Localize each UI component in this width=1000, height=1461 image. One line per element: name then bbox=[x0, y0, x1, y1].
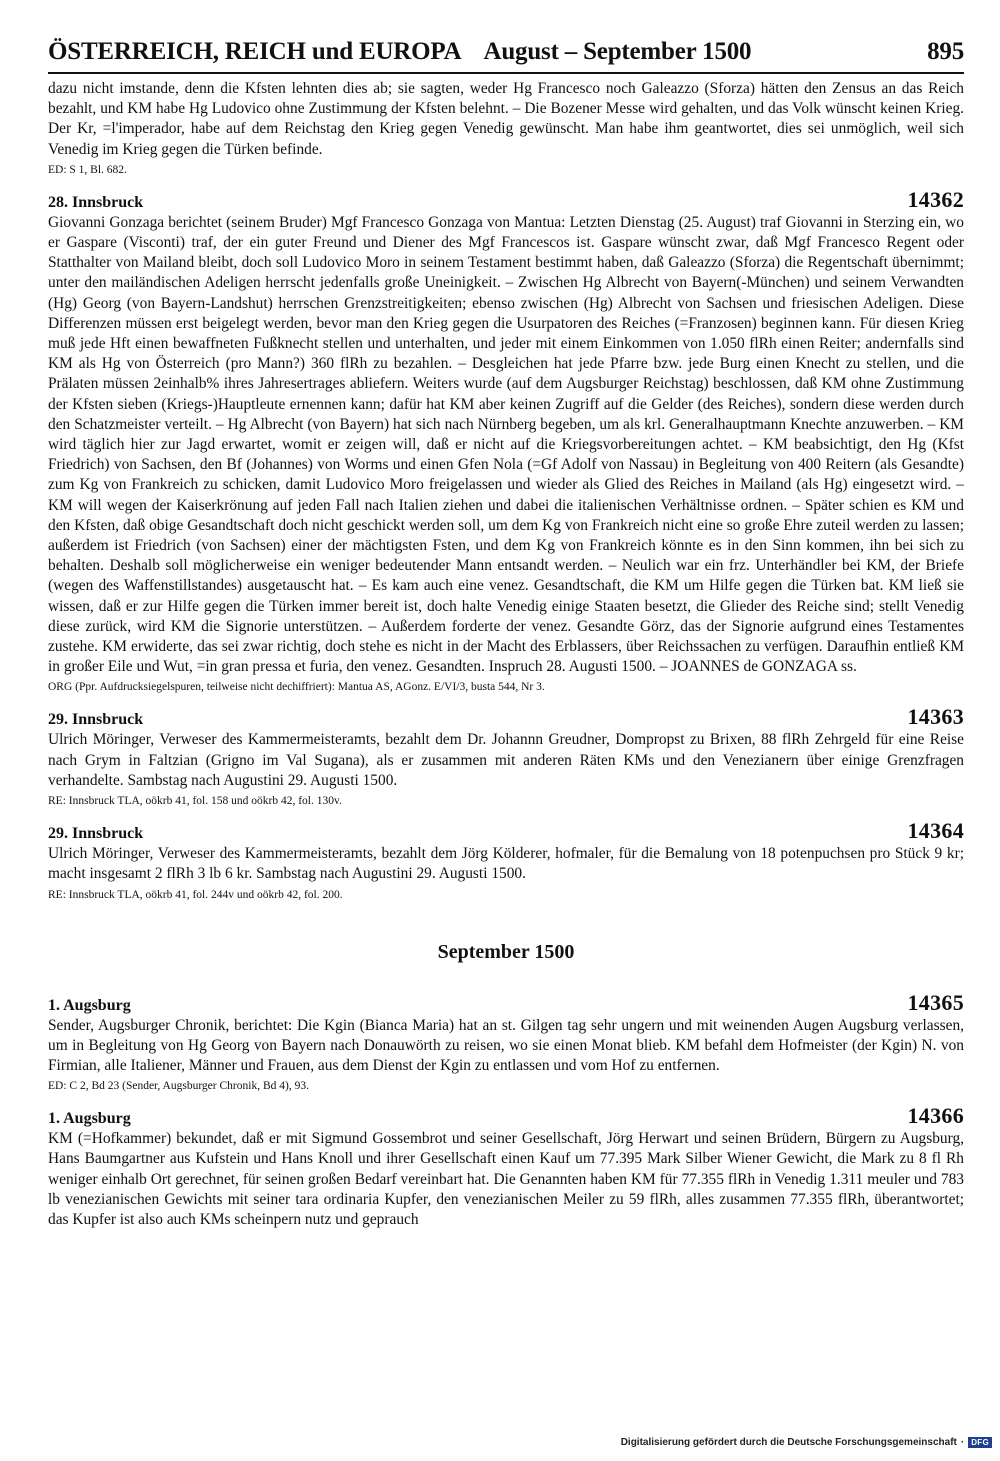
entry-text: Ulrich Möringer, Verweser des Kammermeisteramts, bezahlt dem Dr. Johannn Greudner, Dompropst zu Brixen, 88 flRh Zehrgeld für eine Reise nach Grym in Faltzian (Grigno im Val Sugana), als er zusammen mit anderen Räten KMs und den Venezianern über einige Grenzfragen verhandelte. Sambstag nach Augustini 29. Augusti 1500. bbox=[48, 731, 964, 789]
entry-place-date: 28. Innsbruck bbox=[48, 193, 144, 211]
entry-text: Sender, Augsburger Chronik, berichtet: Die Kgin (Bianca Maria) hat an st. Gilgen tag sehr ungern und mit weinenden Augen Augsburg verlassen, um in Begleitung von Hg Georg von Bayern nach Donauwörth zu reisen, wo sie einen Monat blieb. KM befahl dem Hofmeister (der Kgin) N. von Firmian, alle Italiener, Männer und Frauen, aus dem Dienst der Kgin zu entlassen und vom Hof zu entfernen. bbox=[48, 1016, 964, 1074]
entries-august bbox=[48, 187, 964, 903]
funding-footer bbox=[621, 1437, 992, 1448]
entry bbox=[48, 818, 964, 902]
entry bbox=[48, 990, 964, 1095]
entry-head bbox=[48, 818, 964, 844]
document-page bbox=[48, 38, 964, 1230]
header-title: ÖSTERREICH, REICH und EUROPA bbox=[48, 38, 462, 65]
entry-place-date: 29. Innsbruck bbox=[48, 825, 144, 843]
footer-dot: · bbox=[960, 1437, 965, 1448]
entry bbox=[48, 1103, 964, 1230]
entry-place-date: 29. Innsbruck bbox=[48, 711, 144, 729]
entry-place-date: 1. Augsburg bbox=[48, 996, 131, 1014]
entry-place-date: 1. Augsburg bbox=[48, 1110, 131, 1128]
entry-head bbox=[48, 990, 964, 1016]
entry bbox=[48, 187, 964, 696]
entry-head bbox=[48, 187, 964, 213]
intro-paragraph: dazu nicht imstande, denn die Kfsten lehnten dies ab; sie sagten, weder Hg Francesco noch Galeazzo (Sforza) hätten den Zensus an das Reich bezahlt, und KM habe Hg Ludovico ohne Zustimmung der Kfsten belehnt. – Die Bozener Messe wird gehalten, und das Volk wünscht keinen Krieg. Der Kr, =l'imperador, habe auf dem Reichstag den Krieg gegen Venedig gewünscht. Man habe ihm geantwortet, dies sei unmöglich, weil sich Venedig im Krieg gegen die Türken befinde. bbox=[48, 80, 964, 158]
running-header bbox=[48, 38, 964, 66]
entry-source: RE: Innsbruck TLA, oökrb 41, fol. 158 und oökrb 42, fol. 130v. bbox=[48, 795, 342, 808]
footer-text: Digitalisierung gefördert durch die Deutsche Forschungsgemeinschaft bbox=[620, 1437, 957, 1448]
entry-source: RE: Innsbruck TLA, oökrb 41, fol. 244v und oökrb 42, fol. 200. bbox=[48, 888, 343, 901]
entry-head bbox=[48, 704, 964, 730]
entry-number: 14363 bbox=[907, 704, 964, 730]
entry bbox=[48, 704, 964, 809]
entry-head bbox=[48, 1103, 964, 1129]
entry-source: ED: C 2, Bd 23 (Sender, Augsburger Chronik, Bd 4), 93. bbox=[48, 1080, 309, 1093]
entry-number: 14362 bbox=[907, 186, 964, 212]
entry-number: 14365 bbox=[907, 989, 964, 1015]
intro-source: ED: S 1, Bl. 682. bbox=[48, 163, 127, 176]
entry-text: Ulrich Möringer, Verweser des Kammermeisteramts, bezahlt dem Jörg Kölderer, hofmaler, für die Bemalung von 18 potenpuchsen pro Stück 9 kr; macht insgesamt 2 flRh 3 lb 6 kr. Sambstag nach Augustini 29. Augusti 1500. bbox=[48, 845, 964, 883]
entry-number: 14366 bbox=[907, 1103, 964, 1129]
entries-september bbox=[48, 990, 964, 1231]
entry-text: KM (=Hofkammer) bekundet, daß er mit Sigmund Gossembrot und seiner Gesellschaft, Jörg Herwart und seinen Brüdern, Bürgern zu Augsburg, Hans Baumgartner aus Kufstein und Hans Knoll und ihrer Gesellschaft einen Kauf um 77.395 Mark Silber Wiener Gewicht, die Mark zu 8 fl Rh weniger einhalb Ort gerechnet, für seinen großen Bedarf vereinbart hat. Die Genannten haben KM für 77.355 flRh in Venedig 1.311 meuler und 783 lb venezianischen Gewichts mit seiner tara ordinaria Kupfer, den venezianischen Meiler zu 59 flRh, alles zusammen 77.355 flRh, überantwortet; das Kupfer ist also auch KMs scheinpern nutz und geprauch bbox=[48, 1130, 964, 1228]
entry-text: Giovanni Gonzaga berichtet (seinem Bruder) Mgf Francesco Gonzaga von Mantua: Letzten Dienstag (25. August) traf Giovanni in Sterzing ein, wo er Gaspare (Visconti) traf, der ein guter Freund und Diener des Mgf Francescos ist. Gaspare wünscht zwar, daß Mgf Francesco Regent oder Statthalter von Mailand bleibt, doch soll Ludovico Moro in seinem Testament bestimmt haben, daß Galeazzo (Sforza) die Regentschaft übernimmt; unter den mailändischen Adeligen herrscht jedenfalls große Uneinigkeit. – Zwischen Hg Albrecht von Bayern(-München) und seinem Verwandten (Hg) Georg (von Bayern-Landshut) herrschen Grenzstreitigkeiten; ebenso zwischen (Hg) Albrecht von Sachsen und friesischen Adeligen. Diese Differenzen müssen erst beigelegt werden, bevor man den Krieg gegen die Usurpatoren des Reiches (=Franzosen) beginnen kann. Für diesen Krieg muß jede Hft einen bewaffneten Fußknecht stellen und unterhalten, und jeder mit einem Einkommen von 1.050 flRh einen Reiter; andernfalls sind KM als Hg von Österreich (pro Mann?) 360 flRh zu bezahlen. – Desgleichen hat jede Pfarre bzw. jede Burg einen Knecht zu stellen, und die Prälaten müssen 2einhalb% ihres Jahresertrages abliefern. Weiters wurde (auf dem Augsburger Reichstag) beschlossen, daß KM ohne Zustimmung der Kfsten sieben (Kriegs-)Hauptleute ernennen kann; dafür hat KM aber keinen Zugriff auf die Gelder (des Reiches), sondern diese werden durch den Schatzmeister verteilt. – Hg Albrecht (von Bayern) hat sich nach Nürnberg begeben, um als krl. Generalhauptmann Knechte anzuwerben. – KM wird täglich hier zur Jagd erwartet, womit er zeigen will, daß er nicht auf die Kriegsvorbereitungen achtet. – KM beabsichtigt, den Hg (Kfst Friedrich) von Sachsen, den Bf (Johannes) von Worms und einen Gfen Nola (=Gf Adolf von Nassau) in Begleitung von 400 Reitern (als Gesandte) zum Kg von Frankreich zu schicken, damit Ludovico Moro freigelassen und wieder als Glied des Reiches in Mailand (als Hg) eingesetzt wird. – KM will wegen der Kaiserkrönung auf jeden Fall nach Italien ziehen und dabei die italienischen Verhältnisse ordnen. – Später schien es KM und den Kfsten, daß obige Gesandtschaft doch nicht geschickt werden soll, um dem Kg von Frankreich nicht eine so große Ehre zuteil werden zu lassen; außerdem ist Friedrich (von Sachsen) einer der mächtigsten Fsten, und dem Kg von Frankreich könnte es in den Sinn kommen, ihn bei sich zu behalten. Deshalb soll möglicherweise ein weniger bedeutender Mann entsandt werden. – Neulich war ein frz. Unterhändler bei KM, der Briefe (wegen des Waffenstillstandes) ausgetauscht hat. – Es kam auch eine venez. Gesandtschaft, die KM um Hilfe gegen die Türken bat. KM ließ sie wissen, daß er zur Hilfe gegen die Türken immer bereit ist, doch halte Venedig einige Staaten besetzt, die Glieder des Reiche sind; stellt Venedig diese zurück, wird KM die Signorie unterstützen. – Außerdem forderte der venez. Gesandte Görz, das der Signorie aufgrund eines Testamentes zustehe. KM erwiderte, das sei zwar richtig, doch stehe es nicht in der Macht des Erblassers, über Reichssachen zu verfügen. Daraufhin entließ KM in großer Eile und Wut, =in gran pressa et furia, den venez. Gesandten. Inspruch 28. Augusti 1500. – JOANNES de GONZAGA ss. bbox=[48, 213, 964, 676]
dfg-logo: DFG bbox=[968, 1437, 992, 1448]
header-date-range: August – September 1500 bbox=[483, 38, 752, 65]
page-number: 895 bbox=[927, 38, 964, 65]
month-heading: September 1500 bbox=[437, 940, 575, 963]
entry-source: ORG (Ppr. Aufdrucksiegelspuren, teilweise nicht dechiffriert): Mantua AS, AGonz. E/VI/3, busta 544, Nr 3. bbox=[48, 681, 545, 694]
header-rule bbox=[48, 72, 964, 74]
entry-number: 14364 bbox=[907, 818, 964, 844]
